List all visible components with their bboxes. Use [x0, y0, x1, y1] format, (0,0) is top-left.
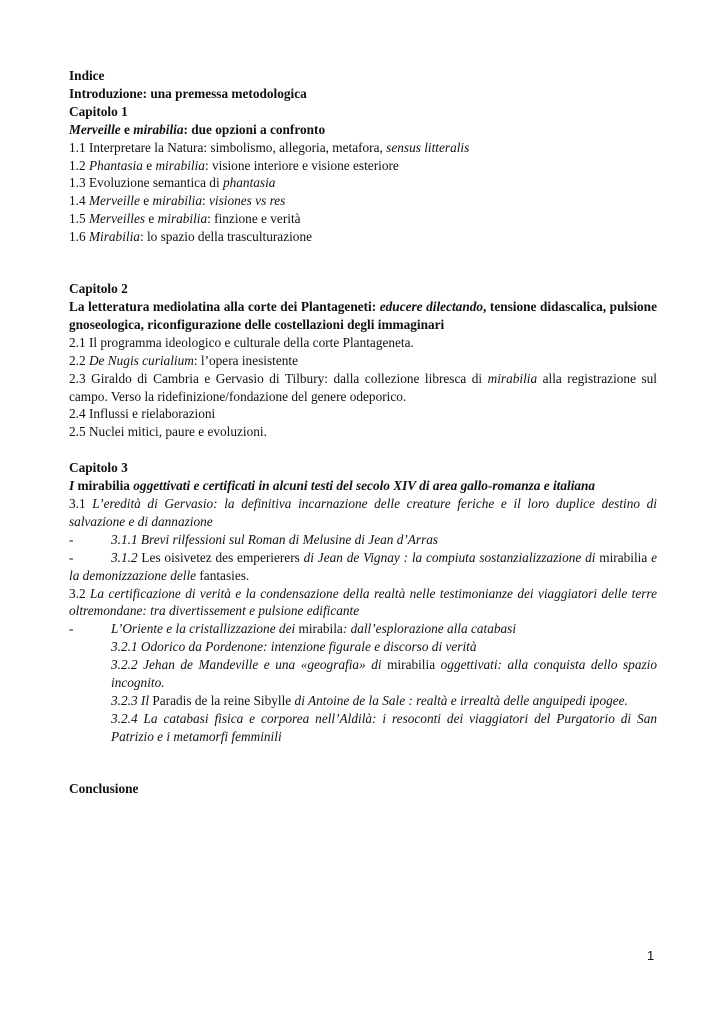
chapter-2-title [69, 298, 657, 334]
section-1-5 [69, 210, 657, 228]
section-3-1-2 [69, 549, 657, 585]
chapter-1-title [69, 121, 657, 139]
section-text: 1.3 Evoluzione semantica di [69, 175, 223, 191]
section-text: Phantasia [88, 157, 143, 173]
section-text: Merveille [88, 193, 140, 209]
section-3-1 [69, 495, 657, 531]
section-text: 3.1 [69, 496, 93, 512]
list-dash: - [69, 531, 74, 547]
section-3-2 [69, 585, 657, 621]
section-3-1-1 [69, 531, 657, 549]
section-text: : l’opera inesistente [193, 352, 298, 368]
section-text: mirabila [295, 621, 343, 637]
section-text: e [139, 193, 153, 209]
section-text: Paradis de la reine Sibylle [149, 693, 295, 708]
section-text: Mirabilia [88, 229, 140, 245]
section-1-6 [69, 228, 657, 246]
section-text: e la demonizzazione delle [69, 549, 658, 583]
toc-heading: Indice [69, 68, 105, 83]
page-number: 1 [647, 948, 655, 963]
section-text: phantasia [222, 175, 276, 191]
section-3-2-1: 3.2.1 Odorico da Pordenone: intenzione figurale e discorso di verità [111, 639, 477, 655]
section-text: 3.2.2 Jehan de Mandeville e una «geografia» di [111, 657, 382, 673]
section-text: e [145, 211, 158, 227]
section-text: 3.2 [69, 585, 91, 601]
section-text: L’eredità di Gervasio: la definitiva incarnazione delle creature feriche e il loro duplice destino di salvazione e di dannazione [69, 496, 657, 529]
list-dash: - [69, 549, 74, 565]
oriente-entry [69, 620, 657, 638]
section-text: mirabilia [487, 370, 538, 386]
spacer [69, 441, 657, 459]
toc-introduction: Introduzione: una premessa metodologica [69, 85, 307, 101]
section-text: 1.2 [69, 157, 89, 173]
section-1-4 [69, 192, 657, 210]
section-text: e [142, 157, 156, 173]
chapter-3-title-part: I [69, 478, 78, 494]
section-text: mirabilia [381, 657, 441, 673]
chapter-2-heading: Capitolo 2 [69, 281, 128, 297]
section-text: di Antoine de la Sale : realtà e irrealtà delle anguipedi ipogee. [294, 693, 628, 708]
section-1-3 [69, 174, 657, 192]
section-text: mirabilia [595, 549, 652, 565]
section-text: oggettivati: alla conquista dello spazio incognito. [111, 657, 658, 691]
chapter-3-title-part: oggettivati e certificati in alcuni testi del secolo XIV di area gallo-romanza e italiana [129, 478, 596, 494]
spacer [69, 246, 657, 280]
section-text: Merveilles [88, 211, 146, 227]
chapter-1-title-part: mirabilia [133, 121, 184, 137]
section-text: L’Oriente e la cristallizzazione dei [111, 621, 296, 637]
section-1-2 [69, 157, 657, 175]
section-2-4: 2.4 Influssi e rielaborazioni [69, 406, 216, 422]
section-text: visiones vs res [209, 193, 286, 209]
section-text: De Nugis curialium [88, 352, 194, 368]
section-text: 1.1 Interpretare la Natura: simbolismo, allegoria, metafora, [69, 139, 387, 155]
section-text: : [201, 193, 209, 209]
spacer [69, 746, 657, 780]
section-text: di Jean de Vignay : la compiuta sostanzializzazione di [303, 549, 596, 565]
section-text: Les oisivetez des emperierers [137, 549, 304, 565]
section-text: : dall’esplorazione alla catabasi [342, 621, 517, 637]
chapter-2-title-part: educere dilectando [379, 298, 484, 314]
list-dash: - [69, 621, 74, 637]
section-text: 2.2 [69, 352, 89, 368]
section-text: fantasies. [196, 567, 250, 583]
section-text: : finzione e verità [207, 211, 301, 227]
section-text: alla registrazione sul campo. Verso la ridefinizione/fondazione del genere odeporico. [69, 370, 657, 404]
section-2-1: 2.1 Il programma ideologico e culturale della corte Plantageneta. [69, 334, 414, 350]
section-text: 2.3 Giraldo di Cambria e Gervasio di Tilbury: dalla collezione libresca di [69, 370, 488, 386]
section-text: 1.4 [69, 193, 89, 209]
section-3-2-3 [69, 692, 657, 710]
section-2-3 [69, 370, 657, 406]
section-text: : visione interiore e visione esteriore [204, 157, 399, 173]
chapter-1-title-part: e [120, 121, 134, 137]
section-3-2-2 [69, 656, 657, 692]
section-text: 3.2.3 Il [111, 693, 150, 708]
chapter-1-heading: Capitolo 1 [69, 103, 128, 119]
section-text: mirabilia [155, 157, 205, 173]
table-of-contents [69, 67, 657, 798]
section-text: 3.1.1 Brevi rilfessioni sul Roman di Melusine di Jean d’Arras [111, 531, 439, 547]
chapter-1-title-part: : due opzioni a confronto [183, 121, 326, 137]
section-text: mirabilia [157, 211, 208, 227]
section-text: mirabilia [152, 193, 202, 209]
section-text: 1.6 [69, 229, 89, 245]
section-3-2-4: 3.2.4 La catabasi fisica e corporea nell’Aldilà: i resoconti dei viaggiatori del Purgatorio di San Patrizio e i metamorfi femminili [111, 710, 657, 744]
chapter-3-heading: Capitolo 3 [69, 460, 128, 476]
chapter-2-title-part: , tensione didascalica, pulsione gnoseologica, riconfigurazione delle costellazioni degli immaginari [69, 298, 657, 332]
section-text: : lo spazio della trasculturazione [139, 229, 312, 245]
section-text: sensus litteralis [386, 139, 470, 155]
section-1-1 [69, 139, 657, 157]
chapter-3-title [69, 477, 657, 495]
chapter-3-title-part: mirabilia [77, 478, 130, 494]
section-2-5: 2.5 Nuclei mitici, paure e evoluzioni. [69, 424, 267, 440]
chapter-1-title-part: Merveille [69, 121, 121, 137]
section-text: La certificazione di verità e la condensazione della realtà nelle testimonianze dei viaggiatori delle terre oltremondane: tra divertissement e pulsione edificante [69, 585, 657, 619]
conclusion-heading: Conclusione [69, 780, 139, 796]
section-text: 3.1.2 [111, 549, 138, 565]
section-2-2 [69, 352, 657, 370]
chapter-2-title-part: La letteratura mediolatina alla corte dei Plantageneti: [69, 298, 380, 314]
section-text: 1.5 [69, 211, 89, 227]
